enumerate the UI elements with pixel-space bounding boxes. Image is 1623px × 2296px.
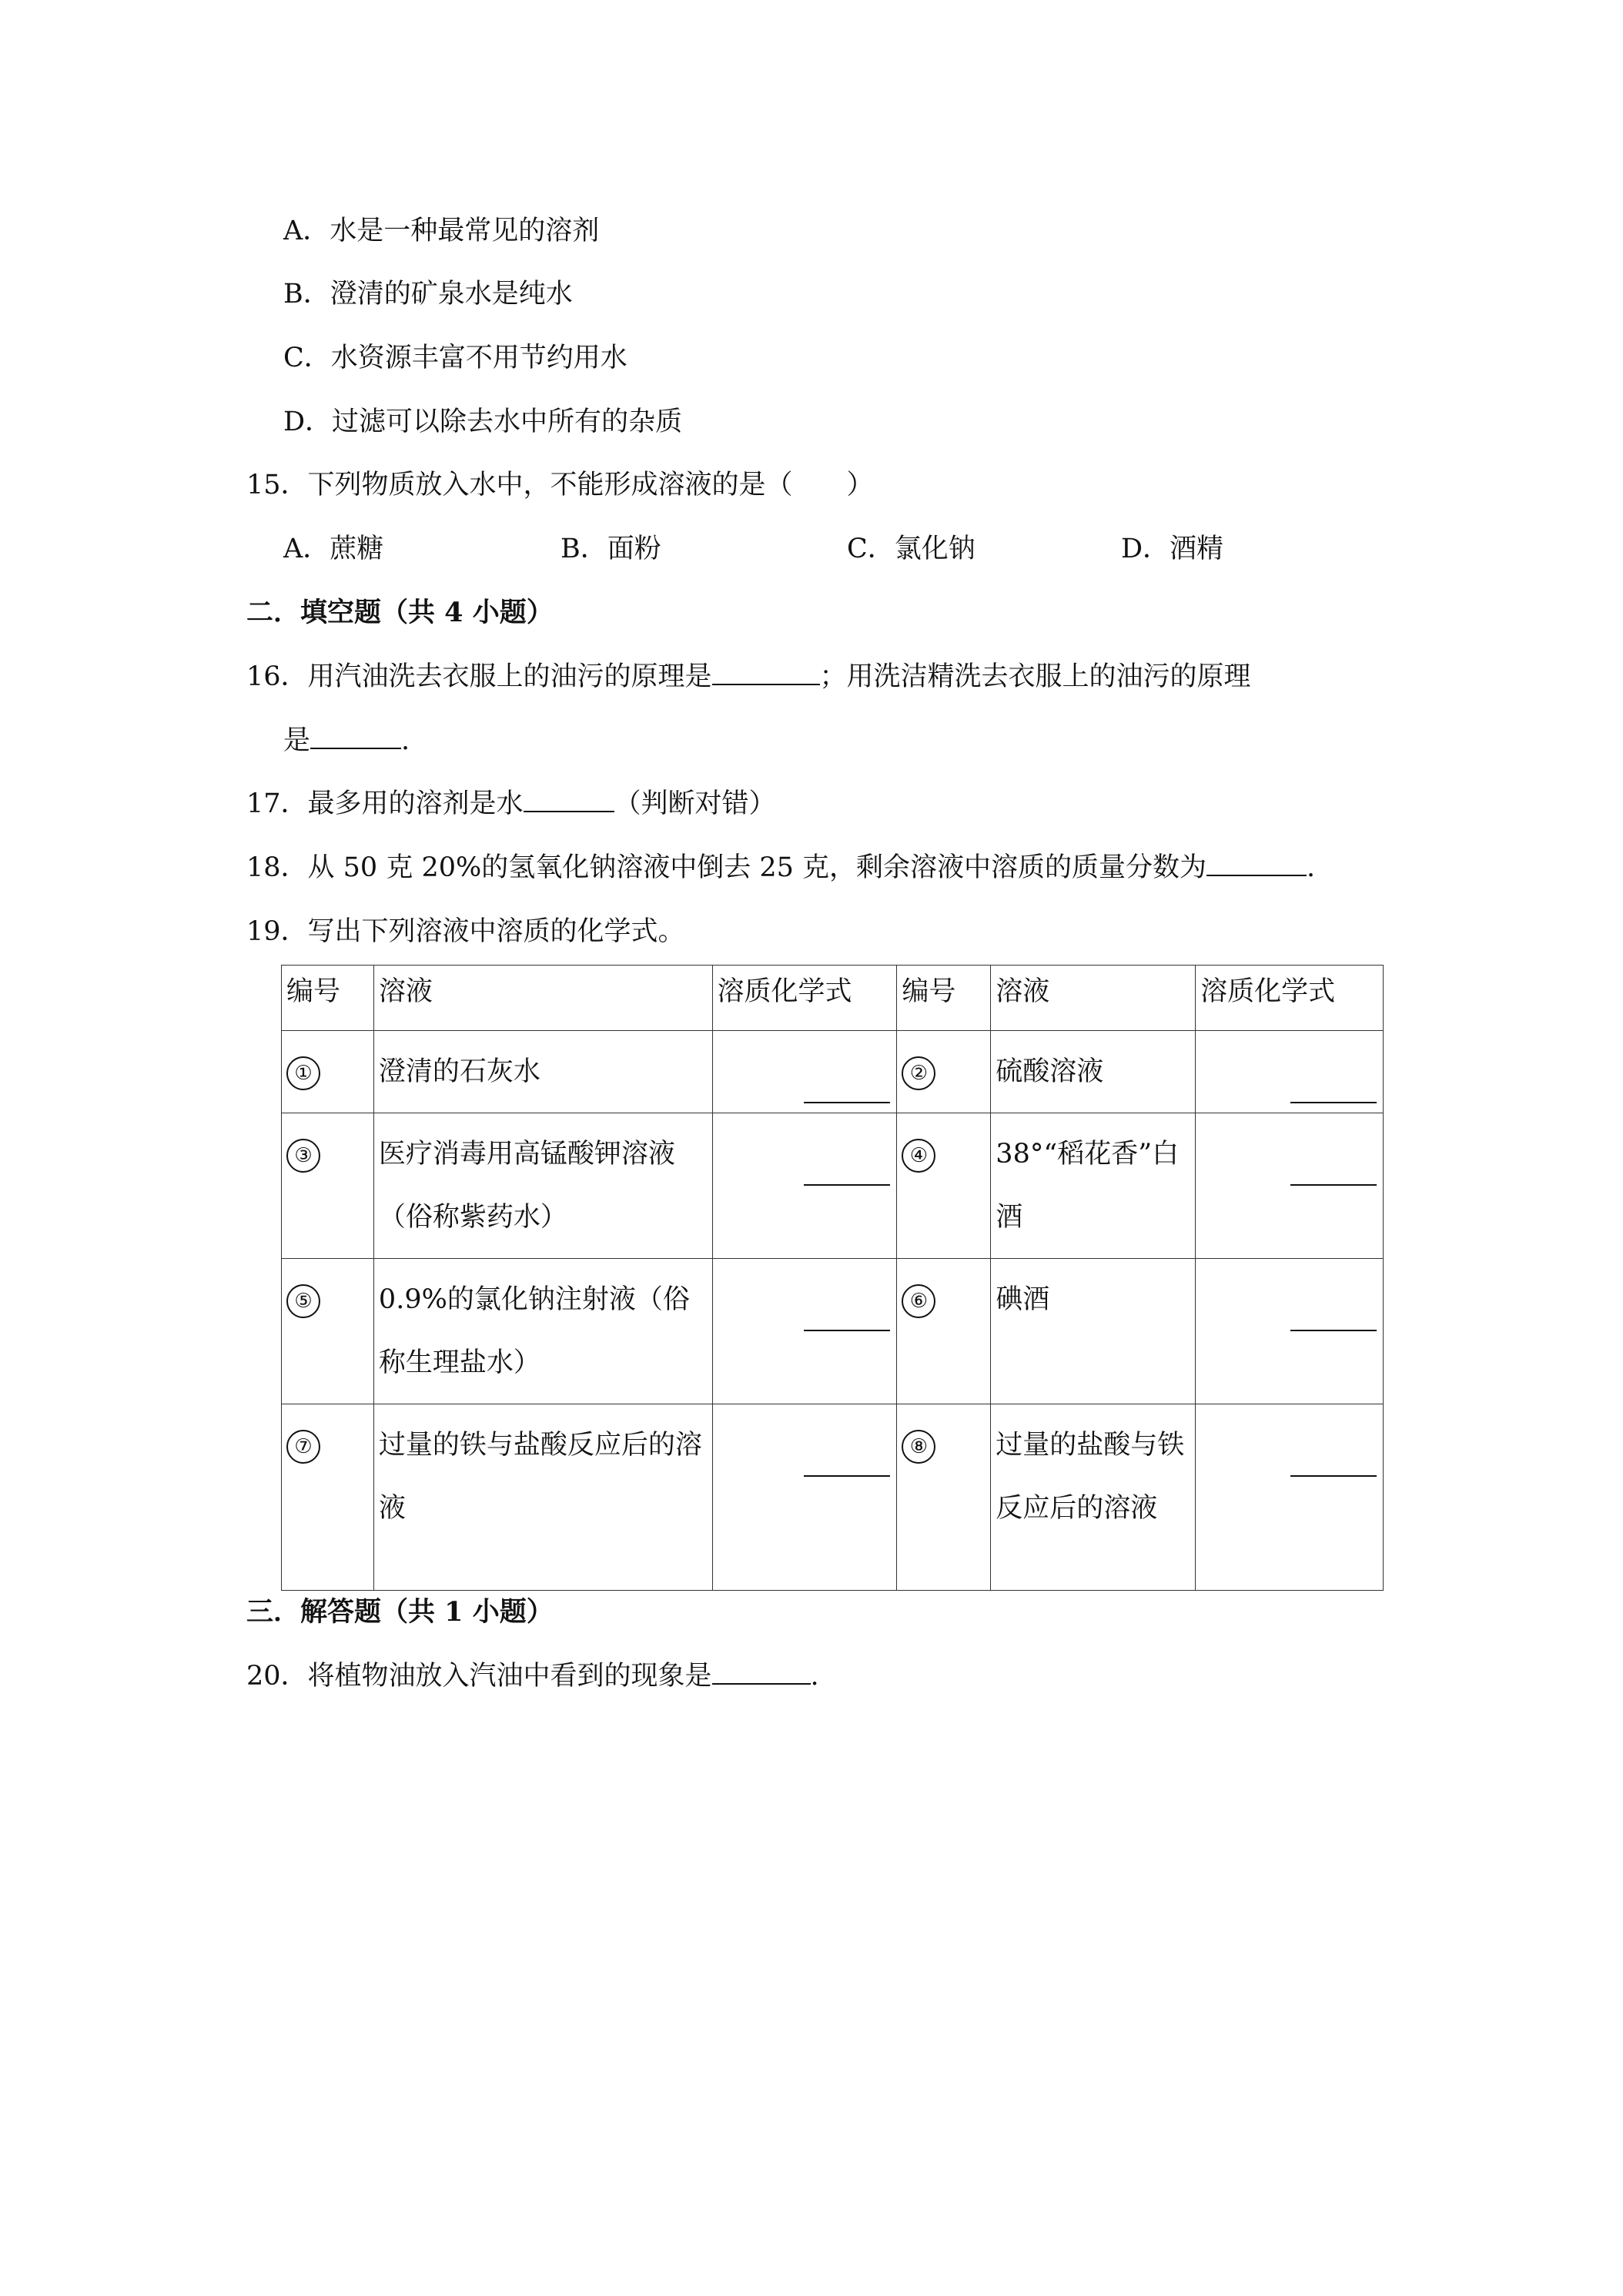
table-row bbox=[282, 1031, 1384, 1113]
q16-text-2: ；用洗洁精洗去衣服上的油污的原理 bbox=[819, 661, 1251, 692]
q16-line2 bbox=[283, 724, 410, 758]
solution-name: 硫酸溶液 bbox=[991, 1031, 1196, 1113]
solution-name: 38°“稻花香”白酒 bbox=[991, 1113, 1196, 1259]
table-header-number-2: 编号 bbox=[897, 966, 991, 1031]
row-number bbox=[897, 1113, 991, 1259]
solution-name: 过量的铁与盐酸反应后的溶液 bbox=[373, 1404, 712, 1591]
table-header-number-1: 编号 bbox=[282, 966, 374, 1031]
q16-text-1: 16．用汽油洗去衣服上的油污的原理是 bbox=[246, 661, 712, 692]
q17-line bbox=[246, 787, 776, 821]
q15-option-c: C．氯化钠 bbox=[847, 534, 975, 564]
q18-text-2: . bbox=[1307, 852, 1316, 883]
circled-number: ⑤ bbox=[286, 1284, 320, 1318]
q14-option-d: D．过滤可以除去水中所有的杂质 bbox=[283, 407, 683, 437]
formula-answer-blank[interactable] bbox=[804, 1446, 890, 1477]
formula-answer-cell bbox=[712, 1031, 897, 1113]
formula-answer-cell bbox=[1196, 1113, 1384, 1259]
q17-blank[interactable] bbox=[524, 788, 614, 812]
circled-number: ② bbox=[902, 1056, 935, 1090]
table-header-formula-1: 溶质化学式 bbox=[712, 966, 897, 1031]
solution-name: 碘酒 bbox=[991, 1259, 1196, 1404]
row-number bbox=[897, 1404, 991, 1591]
q15-option-a: A．蔗糖 bbox=[283, 534, 384, 564]
table-row bbox=[282, 1404, 1384, 1591]
formula-answer-blank[interactable] bbox=[804, 1073, 890, 1103]
q18-blank[interactable] bbox=[1206, 852, 1307, 876]
q15-option-b: B．面粉 bbox=[561, 534, 661, 564]
q14-option-c: C．水资源丰富不用节约用水 bbox=[283, 343, 627, 373]
table-row bbox=[282, 1259, 1384, 1404]
formula-answer-blank[interactable] bbox=[1290, 1073, 1377, 1103]
q20-text-2: . bbox=[810, 1661, 819, 1692]
row-number bbox=[282, 1259, 374, 1404]
q17-text-2: （判断对错） bbox=[614, 788, 776, 819]
q17-text-1: 17．最多用的溶剂是水 bbox=[246, 788, 524, 819]
formula-answer-cell bbox=[1196, 1031, 1384, 1113]
section-2-title: 二．填空题（共 4 小题） bbox=[246, 597, 554, 628]
q16-text-4: . bbox=[401, 725, 410, 756]
q20-blank[interactable] bbox=[712, 1660, 811, 1685]
formula-answer-cell bbox=[1196, 1404, 1384, 1591]
q16-line1 bbox=[246, 660, 1251, 694]
solution-name: 过量的盐酸与铁反应后的溶液 bbox=[991, 1404, 1196, 1591]
q18-line bbox=[246, 851, 1315, 885]
circled-number: ① bbox=[286, 1056, 320, 1090]
table-header-solution-2: 溶液 bbox=[991, 966, 1196, 1031]
circled-number: ⑥ bbox=[902, 1284, 935, 1318]
row-number bbox=[897, 1259, 991, 1404]
solute-formula-table bbox=[281, 965, 1384, 1591]
table-header-row bbox=[282, 966, 1384, 1031]
formula-answer-blank[interactable] bbox=[1290, 1446, 1377, 1477]
q16-blank-1[interactable] bbox=[712, 661, 820, 685]
formula-answer-cell bbox=[712, 1404, 897, 1591]
q16-text-3: 是 bbox=[283, 725, 311, 756]
solution-name: 医疗消毒用高锰酸钾溶液（俗称紫药水） bbox=[373, 1113, 712, 1259]
section-3-title: 三．解答题（共 1 小题） bbox=[246, 1596, 554, 1628]
row-number bbox=[282, 1113, 374, 1259]
formula-answer-blank[interactable] bbox=[1290, 1155, 1377, 1186]
formula-answer-blank[interactable] bbox=[804, 1300, 890, 1331]
formula-answer-cell bbox=[1196, 1259, 1384, 1404]
q16-blank-2[interactable] bbox=[310, 725, 401, 749]
q20-line bbox=[246, 1659, 819, 1693]
formula-answer-cell bbox=[712, 1113, 897, 1259]
q15-stem: 15．下列物质放入水中，不能形成溶液的是（ ） bbox=[246, 470, 874, 500]
table-header-solution-1: 溶液 bbox=[373, 966, 712, 1031]
q18-text-1: 18．从 50 克 20%的氢氧化钠溶液中倒去 25 克，剩余溶液中溶质的质量分数为 bbox=[246, 852, 1207, 883]
circled-number: ④ bbox=[902, 1139, 935, 1173]
table-header-formula-2: 溶质化学式 bbox=[1196, 966, 1384, 1031]
row-number bbox=[282, 1031, 374, 1113]
circled-number: ⑧ bbox=[902, 1430, 935, 1464]
q19-stem: 19．写出下列溶液中溶质的化学式。 bbox=[246, 916, 685, 947]
circled-number: ③ bbox=[286, 1139, 320, 1173]
solution-name: 澄清的石灰水 bbox=[373, 1031, 712, 1113]
formula-answer-blank[interactable] bbox=[804, 1155, 890, 1186]
q14-option-b: B．澄清的矿泉水是纯水 bbox=[283, 279, 573, 310]
solution-name: 0.9%的氯化钠注射液（俗称生理盐水） bbox=[373, 1259, 712, 1404]
formula-answer-blank[interactable] bbox=[1290, 1300, 1377, 1331]
circled-number: ⑦ bbox=[286, 1430, 320, 1464]
row-number bbox=[282, 1404, 374, 1591]
q15-option-d: D．酒精 bbox=[1121, 534, 1224, 564]
table-row bbox=[282, 1113, 1384, 1259]
row-number bbox=[897, 1031, 991, 1113]
q14-option-a: A．水是一种最常见的溶剂 bbox=[283, 216, 600, 246]
q20-text-1: 20．将植物油放入汽油中看到的现象是 bbox=[246, 1661, 712, 1692]
formula-answer-cell bbox=[712, 1259, 897, 1404]
